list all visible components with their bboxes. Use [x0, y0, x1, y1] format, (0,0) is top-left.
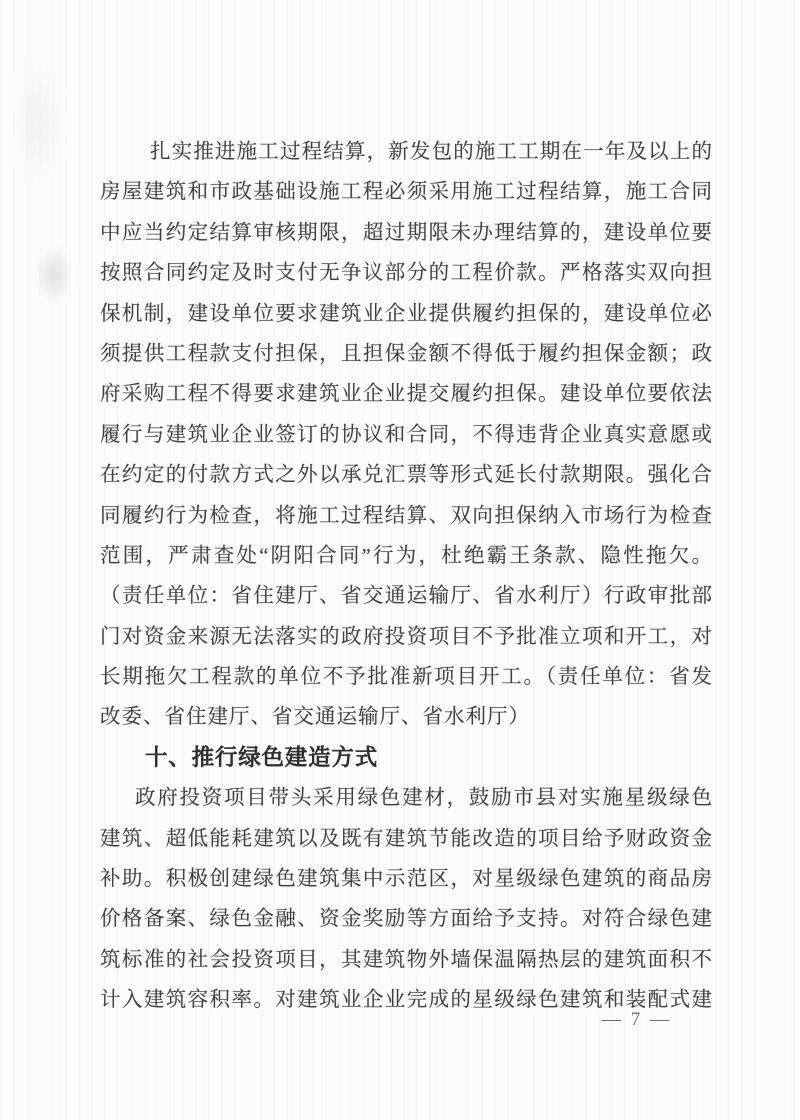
paragraph-line: 在约定的付款方式之外以承兑汇票等形式延长付款期限。强化合 [100, 464, 712, 487]
paragraph-line: 中应当约定结算审核期限，超过期限未办理结算的，建设单位要 [100, 221, 712, 244]
paragraph-line: 府采购工程不得要求建筑业企业提交履约担保。建设单位要依法 [100, 383, 712, 406]
paragraph-line: 保机制，建设单位要求建筑业企业提供履约担保的，建设单位必 [100, 302, 712, 325]
paragraph-line: 房屋建筑和市政基础设施工程必须采用施工过程结算，施工合同 [100, 181, 712, 204]
paragraph-line: 须提供工程款支付担保，且担保金额不得低于履约担保金额；政 [100, 342, 712, 365]
paragraph-line: 范围，严肃查处“阴阳合同”行为，杜绝霸王条款、隐性拖欠。 [100, 544, 712, 567]
page-number: — 7 — [602, 1009, 672, 1030]
paragraph-2 [100, 778, 712, 1020]
paragraph-line: 按照合同约定及时支付无争议部分的工程价款。严格落实双向担 [100, 262, 712, 285]
paragraph-1 [100, 132, 712, 738]
paragraph-line: 政府投资项目带头采用绿色建材，鼓励市县对实施星级绿色 [135, 787, 712, 810]
paragraph-line: 扎实推进施工过程结算，新发包的施工工期在一年及以上的 [150, 141, 712, 163]
paragraph-line: 改委、省住建厅、省交通运输厅、省水利厅） [100, 706, 530, 729]
scan-artifact [36, 246, 72, 304]
paragraph-line: （责任单位：省住建厅、省交通运输厅、省水利厅）行政审批部 [100, 585, 712, 608]
paragraph-line: 建筑、超低能耗建筑以及既有建筑节能改造的项目给予财政资金 [100, 827, 712, 850]
paragraph-line: 筑标准的社会投资项目，其建筑物外墙保温隔热层的建筑面积不 [100, 948, 712, 971]
paragraph-line: 长期拖欠工程款的单位不予批准新项目开工。（责任单位：省发 [100, 666, 712, 689]
paragraph-line: 门对资金来源无法落实的政府投资项目不予批准立项和开工，对 [100, 625, 712, 648]
section-heading: 十、推行绿色建造方式 [145, 744, 379, 770]
paragraph-line: 计入建筑容积率。对建筑业企业完成的星级绿色建筑和装配式建 [100, 989, 712, 1012]
scan-artifact [14, 58, 62, 188]
paragraph-line: 履行与建筑业企业签订的协议和合同，不得违背企业真实意愿或 [100, 423, 712, 446]
paragraph-line: 补助。积极创建绿色建筑集中示范区，对星级绿色建筑的商品房 [100, 868, 712, 891]
paragraph-line: 价格备案、绿色金融、资金奖励等方面给予支持。对符合绿色建 [100, 908, 712, 931]
document-body [100, 132, 712, 1021]
paragraph-line: 同履约行为检查，将施工过程结算、双向担保纳入市场行为检查 [100, 504, 712, 527]
